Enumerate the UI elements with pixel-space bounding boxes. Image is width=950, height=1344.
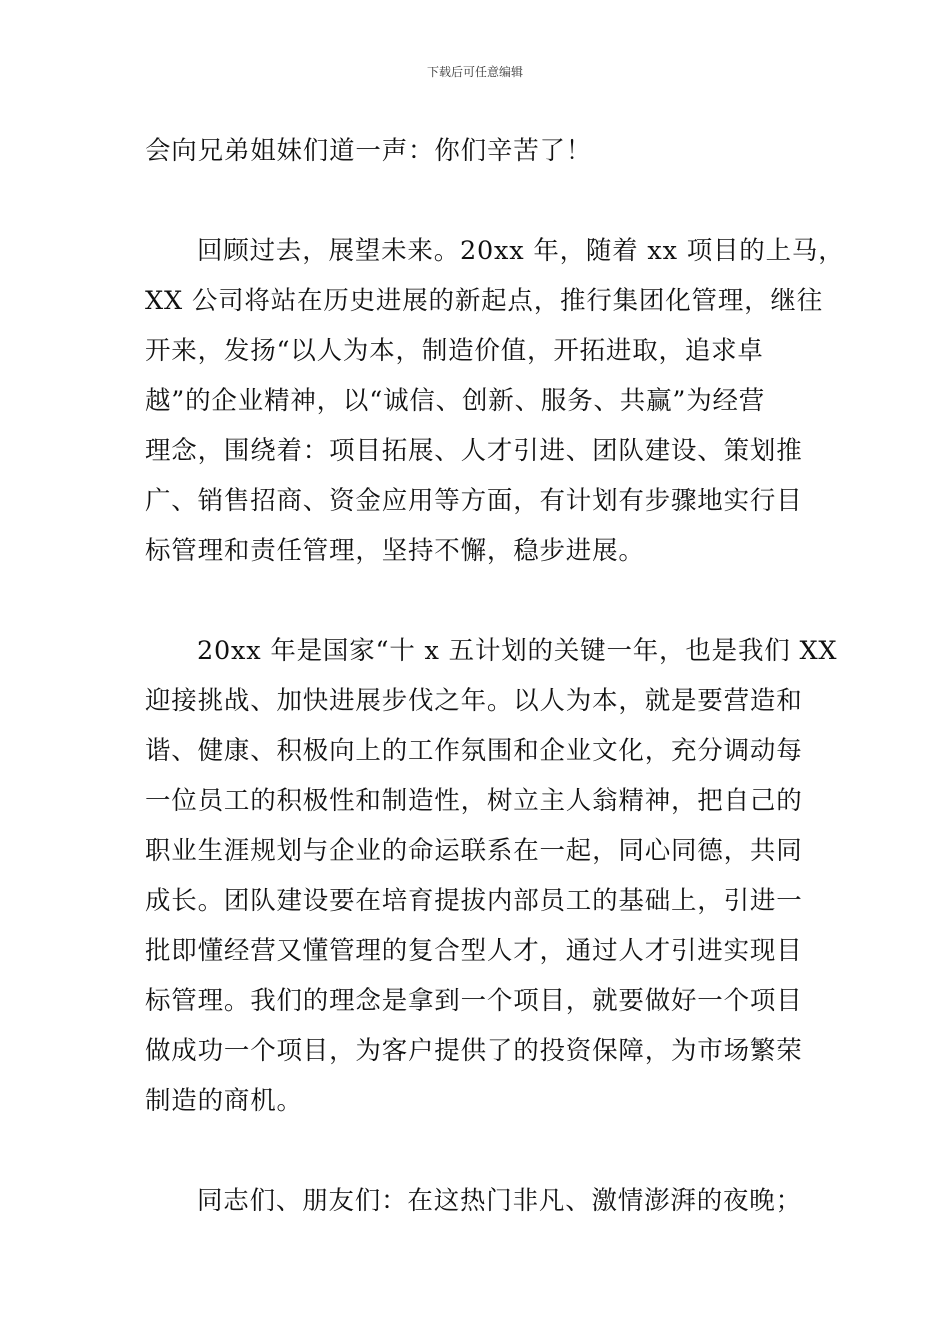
text-line: XX 公司将站在历史进展的新起点，推行集团化管理，继往 [145,286,824,316]
paragraph-spacer [145,1126,815,1176]
paragraph-spacer [145,576,815,626]
text-line: 做成功一个项目，为客户提供了的投资保障，为市场繁荣 [145,1036,803,1066]
text-line: 同志们、朋友们：在这热门非凡、激情澎湃的夜晚； [197,1186,802,1216]
text-line: 理念，围绕着：项目拓展、人才引进、团队建设、策划推 [145,436,803,466]
page-header: 下载后可任意编辑 [426,65,523,79]
text-line: 制造的商机。 [145,1086,303,1116]
paragraph [145,226,845,576]
text-line: 标管理和责任管理，坚持不懈，稳步进展。 [145,536,645,566]
text-line: 职业生涯规划与企业的命运联系在一起，同心同德，共同 [145,836,803,866]
text-line: 广、销售招商、资金应用等方面，有计划有步骤地实行目 [145,486,803,516]
text-line: 会向兄弟姐妹们道一声：你们辛苦了！ [145,136,593,166]
text-line: 迎接挑战、加快进展步伐之年。以人为本，就是要营造和 [145,686,803,716]
text-line: 越”的企业精神，以“诚信、创新、服务、共赢”为经营 [145,386,766,416]
text-line: 标管理。我们的理念是拿到一个项目，就要做好一个项目 [145,986,803,1016]
text-line: 开来，发扬“以人为本，制造价值，开拓进取，追求卓 [145,336,764,366]
text-line: 成长。团队建设要在培育提拔内部员工的基础上，引进一 [145,886,803,916]
text-line: 批即懂经营又懂管理的复合型人才，通过人才引进实现目 [145,936,803,966]
document-body [145,126,845,1226]
text-line: 20xx 年是国家“十 x 五计划的关键一年，也是我们 XX [197,636,838,666]
paragraph [145,126,815,176]
paragraph [145,626,838,1126]
text-line: 谐、健康、积极向上的工作氛围和企业文化，充分调动每 [145,736,803,766]
paragraph-spacer [145,176,815,226]
text-line: 回顾过去，展望未来。20xx 年，随着 xx 项目的上马， [197,236,845,266]
text-line: 一位员工的积极性和制造性，树立主人翁精神，把自己的 [145,786,803,816]
paragraph [145,1176,815,1226]
